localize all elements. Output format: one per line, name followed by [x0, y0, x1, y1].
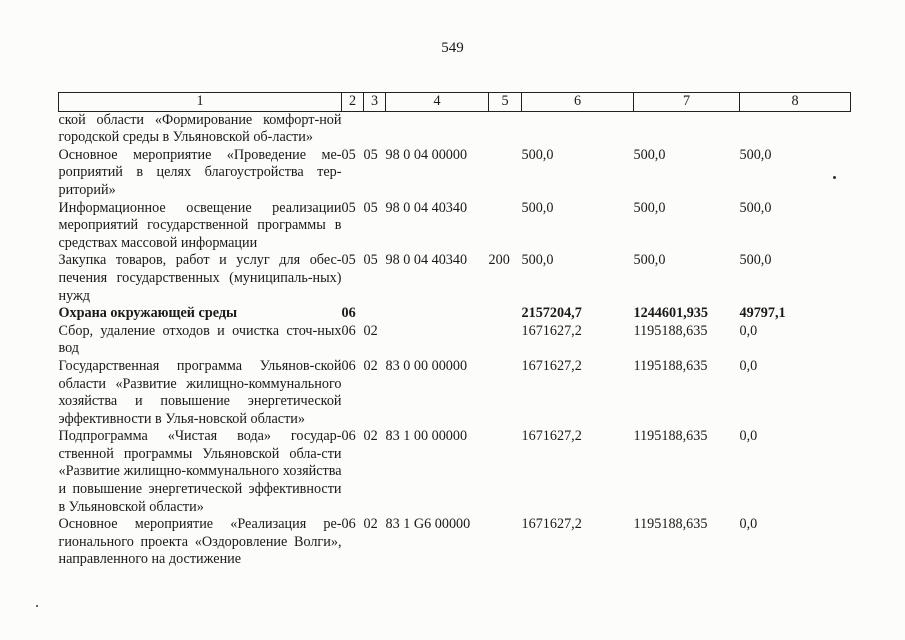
row-value-col7: 1195188,635 — [633, 428, 708, 445]
row-name: Охрана окружающей среды — [58, 305, 238, 322]
row-value-col8: 0,0 — [739, 428, 758, 445]
row-section: 05 — [341, 252, 356, 269]
table-body — [59, 111, 851, 569]
row-target-code: 83 1 00 00000 — [385, 428, 468, 445]
row-value-col6: 500,0 — [521, 199, 554, 216]
header-col-3: 3 — [364, 93, 386, 112]
row-value-col8: 0,0 — [739, 516, 758, 533]
row-name: Информационное освещение реализации мероприятий государственной программы в средствах массовой информации — [58, 199, 342, 251]
row-value-col8: 49797,1 — [739, 305, 786, 322]
row-value-col7: 1244601,935 — [633, 305, 708, 322]
header-col-8: 8 — [740, 93, 851, 112]
row-value-col6: 500,0 — [521, 146, 554, 163]
row-value-col6: 500,0 — [521, 252, 554, 269]
row-section: 06 — [341, 516, 356, 533]
row-name: Закупка товаров, работ и услуг для обес-печения государственных (муниципаль-ных) нужд — [58, 252, 342, 304]
row-value-col7: 500,0 — [633, 252, 666, 269]
row-value-col8 — [740, 111, 851, 147]
row-expense-type — [489, 147, 522, 200]
row-value-col6: 2157204,7 — [521, 305, 582, 322]
row-name: Сбор, удаление отходов и очистка сточ-ных вод — [58, 322, 342, 357]
row-section: 06 — [341, 305, 356, 322]
table-row — [59, 200, 851, 253]
header-col-4: 4 — [386, 93, 489, 112]
row-expense-type — [489, 323, 522, 358]
row-expense-type — [489, 200, 522, 253]
table-row — [59, 323, 851, 358]
row-target-code: 83 0 00 00000 — [385, 357, 468, 374]
row-subsection: 02 — [363, 357, 378, 374]
row-target-code: 98 0 04 40340 — [385, 199, 468, 216]
row-expense-type — [489, 305, 522, 323]
row-value-col8: 0,0 — [739, 357, 758, 374]
row-expense-type — [489, 516, 522, 569]
row-subsection: 02 — [363, 428, 378, 445]
row-expense-type — [489, 358, 522, 428]
header-col-5: 5 — [489, 93, 522, 112]
row-value-col6: 1671627,2 — [521, 516, 582, 533]
table-row-section-total — [59, 305, 851, 323]
row-subsection — [364, 305, 386, 323]
row-target-code: 83 1 G6 00000 — [385, 516, 471, 533]
row-value-col8: 500,0 — [739, 199, 772, 216]
scan-speck — [833, 176, 836, 179]
row-name: Государственная программа Ульянов-ской области «Развитие жилищно-коммунального хозяйства и повышение энергетической эффективности в Улья-новской области» — [58, 357, 342, 427]
table-row — [59, 516, 851, 569]
table-row — [59, 358, 851, 428]
row-value-col8: 500,0 — [739, 146, 772, 163]
row-target-code: 98 0 04 00000 — [385, 146, 468, 163]
page-number: 549 — [441, 40, 464, 56]
row-value-col6 — [522, 111, 634, 147]
row-value-col8: 500,0 — [739, 252, 772, 269]
row-name: Основное мероприятие «Проведение ме-роприятий в целях благоустройства тер-риторий» — [58, 146, 342, 198]
row-name: Основное мероприятие «Реализация ре-гионального проекта «Оздоровление Волги», направленного на достижение — [58, 516, 342, 568]
row-value-col6: 1671627,2 — [521, 322, 582, 339]
row-expense-type — [489, 111, 522, 147]
row-value-col7: 1195188,635 — [633, 357, 708, 374]
row-name: ской области «Формирование комфорт-ной городской среды в Ульяновской об-ласти» — [58, 111, 342, 146]
row-subsection: 05 — [363, 199, 378, 216]
row-subsection: 05 — [363, 146, 378, 163]
row-value-col7: 1195188,635 — [633, 322, 708, 339]
header-col-1: 1 — [59, 93, 342, 112]
header-col-6: 6 — [522, 93, 634, 112]
row-value-col6: 1671627,2 — [521, 357, 582, 374]
row-expense-type: 200 — [488, 252, 510, 269]
row-section — [342, 111, 364, 147]
row-section: 06 — [341, 322, 356, 339]
row-target-code: 98 0 04 40340 — [385, 252, 468, 269]
row-value-col7 — [634, 111, 740, 147]
row-section: 06 — [341, 357, 356, 374]
row-target-code — [386, 323, 489, 358]
header-row — [59, 93, 851, 112]
row-target-code — [386, 111, 489, 147]
scan-speck — [36, 605, 38, 607]
table-row — [59, 252, 851, 305]
row-section: 06 — [341, 428, 356, 445]
budget-table — [58, 92, 851, 569]
row-value-col7: 500,0 — [633, 199, 666, 216]
table-row — [59, 428, 851, 516]
header-col-7: 7 — [634, 93, 740, 112]
row-value-col6: 1671627,2 — [521, 428, 582, 445]
table-row — [59, 111, 851, 147]
row-value-col7: 1195188,635 — [633, 516, 708, 533]
row-section: 05 — [341, 146, 356, 163]
row-name: Подпрограмма «Чистая вода» государ-ственной программы Ульяновской обла-сти «Развитие жилищно-коммунального хозяйства и повышение энергетической эффективности в Ульяновской области» — [58, 428, 342, 515]
table-row — [59, 147, 851, 200]
row-subsection: 05 — [363, 252, 378, 269]
row-subsection: 02 — [363, 322, 378, 339]
row-value-col7: 500,0 — [633, 146, 666, 163]
row-subsection — [364, 111, 386, 147]
row-expense-type — [489, 428, 522, 516]
row-value-col8: 0,0 — [739, 322, 758, 339]
row-subsection: 02 — [363, 516, 378, 533]
row-target-code — [386, 305, 489, 323]
header-col-2: 2 — [342, 93, 364, 112]
row-section: 05 — [341, 199, 356, 216]
